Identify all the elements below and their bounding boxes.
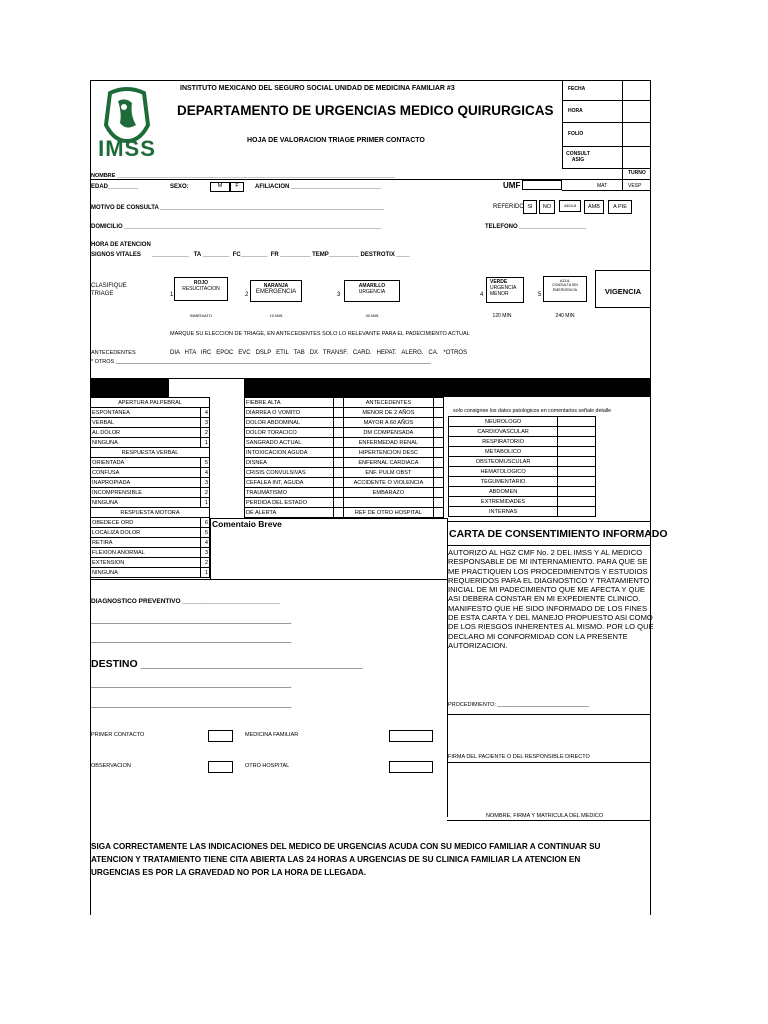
antecedent-check[interactable] (433, 448, 443, 458)
glasgow-item: EXTENSION (91, 558, 201, 568)
diagnostico-line-2[interactable]: ____________________________________________________________ (91, 637, 292, 643)
antecedentes-label: ANTECEDENTES (91, 350, 136, 356)
symptom-row[interactable] (245, 398, 444, 408)
antecedent-check[interactable] (433, 398, 443, 408)
glasgow-row[interactable] (91, 528, 210, 538)
antecedent-check[interactable] (433, 428, 443, 438)
antecedent-item: ENF. PULM OBST (344, 468, 433, 478)
symptom-check[interactable] (333, 498, 343, 508)
antecedent-check[interactable] (433, 418, 443, 428)
symptom-item: CRISIS CONVULSIVAS (245, 468, 334, 478)
glasgow-row[interactable] (91, 488, 210, 498)
antecedentes-items[interactable]: DIA HTA IRC EPOC EVC DSLP ETIL TAB DX TRANSF. CARD. HEPAT. ALERG. CA. *OTROS (170, 350, 468, 356)
system-check[interactable] (558, 417, 596, 427)
glasgow-row[interactable] (91, 438, 210, 448)
comentario-label: Comentaio Breve (212, 519, 282, 529)
consent-line: DECLARO MI CONFORMIDAD CON LA PRESENTE (448, 631, 628, 641)
medicina-familiar-label: MEDICINA FAMILIAR (245, 732, 299, 738)
antecedentes-otros[interactable]: * OTROS _______________________________________________________________________________________________________ (91, 359, 431, 365)
system-row[interactable] (449, 437, 596, 447)
system-item: RESPIRATORIO (449, 437, 558, 447)
firma-label: FIRMA DEL PACIENTE O DEL RESPONSIBLE DIRECTO (448, 754, 590, 760)
antecedent-check[interactable] (433, 498, 443, 508)
glasgow-row[interactable] (91, 498, 210, 508)
consult-label: CONSULT ASIG (566, 151, 590, 163)
symptom-row[interactable] (245, 438, 444, 448)
symptom-check[interactable] (333, 488, 343, 498)
symptom-check[interactable] (333, 418, 343, 428)
institute-title: INSTITUTO MEXICANO DEL SEGURO SOCIAL UNIDAD DE MEDICINA FAMILIAR #3 (180, 85, 455, 92)
consent-line: ASI DEBERA CONSTAR EN MI EXPEDIENTE CLINICO. (448, 594, 641, 604)
nombre-firma-label: NOMBRE, FIRMA Y MATRICULA DEL MEDICO (486, 813, 604, 819)
glasgow-item: VERBAL (91, 418, 201, 428)
glasgow-item: AL DOLOR (91, 428, 201, 438)
triage-time-1: INMEDIATO (190, 313, 212, 318)
glasgow-item: INAPROPIADA (91, 478, 201, 488)
glasgow-row[interactable] (91, 468, 210, 478)
frame-top (90, 80, 651, 81)
antecedent-check[interactable] (433, 438, 443, 448)
glasgow-section-title: RESPUESTA MOTORA (91, 508, 210, 518)
otro-hospital-check[interactable] (389, 761, 433, 773)
consent-line: ME PRACTIQUEN LOS PROCEDIMIENTOS Y ESTUDIOS (448, 566, 648, 576)
fecha-field[interactable] (623, 81, 650, 100)
system-check[interactable] (558, 507, 596, 517)
glasgow-row[interactable] (91, 538, 210, 548)
triage-time-5: 240 MIN (555, 313, 575, 319)
consent-line: AUTORIZO AL HGZ CMF No. 2 DEL IMSS Y AL MEDICO (448, 548, 643, 557)
symptom-check[interactable] (333, 508, 343, 518)
symptom-item: SANGRADO ACTUAL (245, 438, 334, 448)
triage-amarillo-box[interactable]: AMARILLO URGENCIA (344, 280, 400, 302)
symptom-row[interactable] (245, 448, 444, 458)
consent-line: RESPONSABLE DE MI INTERNAMIENTO. PARA QUE SE (448, 557, 648, 567)
antecedent-check[interactable] (433, 508, 443, 518)
footer-line: URGENCIAS ES POR LA GRAVEDAD NO POR LA HORA DE LLEGADA. (91, 868, 367, 877)
system-row[interactable] (449, 487, 596, 497)
triage-instruction: MARQUE SU ELECCION DE TRIAGE, EN ANTECEDENTES SOLO LO RELEVANTE PARA EL PADECIMIENTO ACTUAL (170, 331, 470, 337)
antecedent-check[interactable] (433, 488, 443, 498)
symptom-item: DOLOR TORACICO (245, 428, 334, 438)
glasgow-section-title: RESPUESTA VERBAL (91, 448, 210, 458)
diagnostico-line-1[interactable]: ____________________________________________________________ (91, 618, 292, 624)
system-item: ABDOMEN (449, 487, 558, 497)
folio-label: FOLIO (568, 131, 584, 137)
glasgow-score: 3 (201, 478, 210, 488)
symptom-check[interactable] (333, 458, 343, 468)
triage-naranja-box[interactable]: NARANJA EMERGENCIA (250, 280, 302, 302)
system-item: CARDIOVASCULAR (449, 427, 558, 437)
symptom-item: TRAUMATISMO (245, 488, 334, 498)
triage-verde-box[interactable]: VERDE URGENCIA MENOR (486, 277, 524, 303)
glasgow-row[interactable] (91, 428, 210, 438)
glasgow-score: 1 (201, 438, 210, 448)
antecedent-item: MENOR DE 2 AÑOS (344, 408, 433, 418)
primer-contacto-label: PRIMER CONTACTO (91, 732, 145, 738)
glasgow-section-row (91, 448, 210, 458)
destino-field[interactable]: DESTINO ______________________________________ (91, 658, 363, 670)
glasgow-row[interactable] (91, 418, 210, 428)
glasgow-score: 3 (201, 548, 210, 558)
medicina-familiar-check[interactable] (389, 730, 433, 742)
vesp-label: VESP (628, 183, 642, 189)
glasgow-item: ESPONTANEA (91, 408, 201, 418)
glasgow-score: 3 (201, 418, 210, 428)
symptom-check[interactable] (333, 438, 343, 448)
system-row[interactable] (449, 447, 596, 457)
symptom-item: FIEBRE ALTA (245, 398, 334, 408)
symptom-row[interactable] (245, 508, 444, 518)
antecedent-item: ENFERMEDAD RENAL (344, 438, 433, 448)
triage-azul-box[interactable]: AZUL CONSULTA SIN EMERGENCIA (543, 276, 587, 302)
glasgow-score: 2 (201, 558, 210, 568)
system-row[interactable] (449, 457, 596, 467)
primer-contacto-check[interactable] (208, 730, 233, 742)
symptom-check[interactable] (333, 398, 343, 408)
triage-label-1: CLASIFIQUE (91, 283, 127, 289)
symptom-item: DIARREA O VOMITO (245, 408, 334, 418)
glasgow-score: 4 (201, 538, 210, 548)
antecedent-item: ACCIDENTE O VIOLENCIA (344, 478, 433, 488)
symptom-row[interactable] (245, 408, 444, 418)
consent-line: INICIAL DE MI PADECIMIENTO QUE ME AFECTA Y QUE (448, 585, 645, 595)
antecedent-item: DM COMPENSADA (344, 428, 433, 438)
system-item: OBSTEOMUSCULAR (449, 457, 558, 467)
triage-label-2: TRIAGE (91, 291, 114, 297)
symptom-row[interactable] (245, 418, 444, 428)
symptom-check[interactable] (333, 428, 343, 438)
symptoms-table (244, 397, 444, 518)
symptom-check[interactable] (333, 448, 343, 458)
antecedent-item: MAYOR A 60 AÑOS (344, 418, 433, 428)
antecedent-check[interactable] (433, 458, 443, 468)
glasgow-row[interactable] (91, 518, 210, 528)
glasgow-score: 4 (201, 408, 210, 418)
symptom-check[interactable] (333, 408, 343, 418)
glasgow-item: NINGUNA (91, 498, 201, 508)
symptom-check[interactable] (333, 478, 343, 488)
glasgow-row[interactable] (91, 478, 210, 488)
system-row[interactable] (449, 417, 596, 427)
footer-line: SIGA CORRECTAMENTE LAS INDICACIONES DEL MEDICO DE URGENCIAS ACUDA CON SU MEDICO FAMILIAR A CONTINUAR SU (91, 842, 601, 851)
telefono-field[interactable]: TELEFONO ____________________ (485, 224, 587, 230)
system-check[interactable] (558, 457, 596, 467)
system-check[interactable] (558, 467, 596, 477)
sexo-f-box[interactable]: F (230, 182, 244, 192)
signos-label: SIGNOS VITALES (91, 252, 141, 258)
glasgow-row[interactable] (91, 568, 210, 578)
umf-field[interactable] (522, 180, 562, 190)
hora-label: HORA (568, 108, 583, 114)
symptom-row[interactable] (245, 478, 444, 488)
glasgow-table (90, 397, 210, 578)
imss-logo (96, 85, 158, 161)
observacion-check[interactable] (208, 761, 233, 773)
symptom-item: CEFALEA INT, AGUDA (245, 478, 334, 488)
triage-time-4: 120 MIN (492, 313, 512, 319)
system-row[interactable] (449, 497, 596, 507)
antecedent-item: ANTECEDENTES (344, 398, 433, 408)
system-check[interactable] (558, 447, 596, 457)
system-check[interactable] (558, 497, 596, 507)
consent-line: DE ESTA CARTA Y DEL MANEJO PROPUESTO ASI COMO (448, 613, 653, 623)
glasgow-item: OBEDECE ORD (91, 518, 201, 528)
hora-atencion-label: HORA DE ATENCION (91, 242, 151, 248)
referido-code-box[interactable]: 4304-8 (559, 200, 581, 212)
procedimiento-field[interactable]: PROCEDIMIENTO: ______________________________ (448, 702, 590, 708)
antecedent-check[interactable] (433, 408, 443, 418)
glasgow-score: 5 (201, 528, 210, 538)
domicilio-field[interactable]: DOMICILIO _____________________________________________________________________________ (91, 224, 382, 230)
antecedent-item: ENFERNAL CARDIACA (344, 458, 433, 468)
glasgow-item: LOCALIZA DOLOR (91, 528, 201, 538)
frame-right (650, 80, 651, 915)
symptom-check[interactable] (333, 468, 343, 478)
footer-notice (91, 840, 600, 879)
system-row[interactable] (449, 477, 596, 487)
glasgow-item: NINGUNA (91, 568, 201, 578)
sexo-m-box[interactable]: M (210, 182, 230, 192)
referido-apie-box[interactable]: A PIE (608, 200, 632, 214)
system-check[interactable] (558, 487, 596, 497)
motivo-field[interactable]: MOTIVO DE CONSULTA ___________________________________________________________________ (91, 205, 384, 211)
glasgow-item: NINGUNA (91, 438, 201, 448)
system-item: NEUROLOGO (449, 417, 558, 427)
system-item: METABOLICO (449, 447, 558, 457)
symptom-row[interactable] (245, 498, 444, 508)
system-check[interactable] (558, 437, 596, 447)
observacion-label: OBSERVACION (91, 763, 131, 769)
diagnostico-field[interactable]: DIAGNOSTICO PREVENTIVO ___________________________ (91, 598, 280, 605)
consent-line: MANIFESTO QUE HE SIDO INFORMADO DE LOS FINES (448, 603, 648, 613)
system-item: INTERNAS (449, 507, 558, 517)
glasgow-score: 2 (201, 428, 210, 438)
otro-hospital-label: OTRO HOSPITAL (245, 763, 290, 769)
glasgow-item: INCOMPRENSIBLE (91, 488, 201, 498)
glasgow-item: RETIRA (91, 538, 201, 548)
logo-text: IMSS (98, 136, 156, 161)
triage-rojo-box[interactable]: ROJO RESUCITACION (174, 277, 228, 301)
referido-no-box[interactable]: NO (539, 200, 555, 214)
system-row[interactable] (449, 507, 596, 517)
vitals-field[interactable]: ___________ TA ________ FC________ FR _________ TEMP_________ DESTROTIX ____ (152, 252, 410, 258)
vigencia-box[interactable]: VIGENCIA (595, 270, 651, 308)
antecedent-check[interactable] (433, 468, 443, 478)
antecedent-check[interactable] (433, 478, 443, 488)
department-title: DEPARTAMENTO DE URGENCIAS MEDICO QUIRURGICAS (177, 103, 554, 118)
systems-table (448, 416, 596, 517)
footer-line: ATENCION Y TRATAMIENTO TIENE CITA ABIERTA LAS 24 HORAS A URGENCIAS DE SU CLINICA FAMILIAR LA ATENCION EN (91, 855, 581, 864)
mat-label: MAT (597, 183, 608, 189)
nombre-field[interactable]: NOMBRE ___________________________________________________________________________________________ (91, 173, 396, 179)
symptom-item: PERDIDA DEL ESTADO (245, 498, 334, 508)
triage-time-2: 10 MIN (269, 313, 283, 318)
glasgow-section-title: APERTURA PALPEBRAL (91, 398, 210, 408)
turno-label: TURNO (628, 170, 646, 176)
sexo-label: SEXO: (170, 184, 189, 190)
folio-field[interactable] (623, 123, 650, 146)
consent-title: CARTA DE CONSENTIMIENTO INFORMADO (449, 528, 668, 540)
referido-amb-box[interactable]: AMB (584, 200, 604, 214)
antecedent-item (344, 498, 433, 508)
symptom-row[interactable] (245, 458, 444, 468)
symptom-item: DISNEA (245, 458, 334, 468)
system-item: EXTREMIDADES (449, 497, 558, 507)
antecedent-item: REF DE OTRO HOSPITAL (344, 508, 433, 518)
glasgow-score: 2 (201, 488, 210, 498)
consent-line: DE LOS RIESGOS INHERENTES AL MISMO. POR LO QUE (448, 622, 654, 632)
glasgow-item: CONFUSA (91, 468, 201, 478)
symptom-item: INTOXICACION AGUDA (245, 448, 334, 458)
destino-line-2[interactable]: ____________________________________________________________ (91, 702, 292, 708)
symptom-item: DOLOR ABDOMINAL (245, 418, 334, 428)
antecedent-item: EMBARAZO (344, 488, 433, 498)
glasgow-row[interactable] (91, 548, 210, 558)
symptom-row[interactable] (245, 468, 444, 478)
system-check[interactable] (558, 427, 596, 437)
glasgow-row[interactable] (91, 458, 210, 468)
glasgow-score: 4 (201, 468, 210, 478)
sheet-title: HOJA DE VALORACION TRIAGE PRIMER CONTACTO (247, 137, 425, 144)
glasgow-row[interactable] (91, 408, 210, 418)
glasgow-score: 1 (201, 498, 210, 508)
edad-field[interactable]: EDAD_________ (91, 184, 139, 190)
system-row[interactable] (449, 427, 596, 437)
fecha-label: FECHA (568, 86, 586, 92)
referido-label: REFERIDO (493, 204, 525, 210)
glasgow-item: ORIENTADA (91, 458, 201, 468)
glasgow-row[interactable] (91, 558, 210, 568)
symptom-item: DE ALERTA (245, 508, 334, 518)
glasgow-item: FLEXION ANORMAL (91, 548, 201, 558)
sistemas-note: solo consignee los datos patologicos en comentarios señale detalle (453, 408, 612, 414)
glasgow-score: 1 (201, 568, 210, 578)
symptom-row[interactable] (245, 428, 444, 438)
glasgow-score: 5 (201, 458, 210, 468)
hora-field[interactable] (623, 101, 650, 122)
consent-line: AUTORIZACION. (448, 640, 508, 650)
consent-text (448, 548, 654, 650)
triage-time-3: 30 MIN (365, 313, 379, 318)
glasgow-score: 6 (201, 518, 210, 528)
afiliacion-field[interactable]: AFILIACION ___________________________ (255, 184, 382, 190)
umf-label: UMF (503, 181, 521, 190)
referido-si-box[interactable]: SI (523, 200, 537, 214)
destino-line-1[interactable]: ____________________________________________________________ (91, 682, 292, 688)
system-row[interactable] (449, 467, 596, 477)
system-check[interactable] (558, 477, 596, 487)
consent-line: REQUERIDOS PARA EL DIAGNOSTICO Y TRATAMIENTO (448, 575, 650, 585)
symptom-row[interactable] (245, 488, 444, 498)
system-item: HEMATOLOGICO (449, 467, 558, 477)
system-item: TEGUMENTARIO (449, 477, 558, 487)
glasgow-section-row (91, 508, 210, 518)
glasgow-section-row (91, 398, 210, 408)
antecedent-item: HIPERTENCION DESC (344, 448, 433, 458)
